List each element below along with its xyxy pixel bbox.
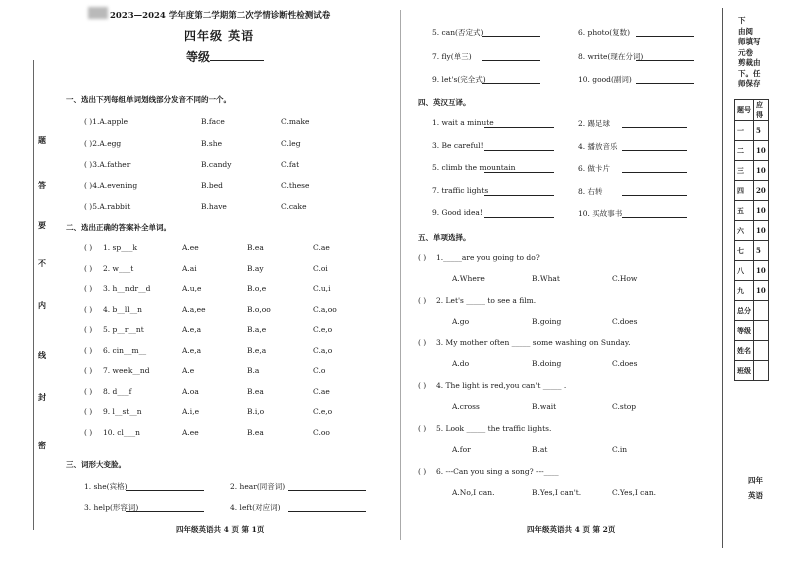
word-form-item: 9. let's(完全式) xyxy=(432,75,486,84)
exam-title: 2023—2024 学年度第二学期第二次学情诊断性检测试卷 xyxy=(110,11,331,21)
question-option-a: A.ee xyxy=(182,243,199,252)
seal-char: 密 xyxy=(38,440,46,450)
answer-blank[interactable] xyxy=(622,195,687,196)
question-option-a: A.do xyxy=(452,359,470,368)
question-stem: 3. My mother often _____ some washing on Sunday. xyxy=(436,338,631,347)
score-row-label: 等级 xyxy=(735,321,754,341)
score-row-label: 七 xyxy=(735,241,754,261)
question-option-a: A.a,ee xyxy=(182,304,206,314)
question-option-c: C.e,o xyxy=(313,325,333,334)
translation-item: 5. climb the mountain xyxy=(432,163,516,172)
translation-item: 2. 踢足球 xyxy=(578,119,611,128)
answer-paren[interactable]: ( ) xyxy=(84,284,93,293)
seal-char: 答 xyxy=(38,180,46,190)
side-bottom-line: 英语 xyxy=(748,491,763,500)
score-row-value: 5 xyxy=(754,121,769,141)
question-option-c: C.oo xyxy=(313,427,330,437)
score-row xyxy=(735,161,769,181)
score-table xyxy=(734,99,769,381)
question-option-a: A.e xyxy=(182,366,195,375)
word-fragment: 8. d___f xyxy=(103,386,132,396)
question-option-b: B.o,oo xyxy=(247,304,271,314)
word-form-item: 2. hear(同音词) xyxy=(230,482,286,491)
translation-item: 1. wait a minute xyxy=(432,118,494,127)
translation-item: 4. 播放音乐 xyxy=(578,141,618,151)
word-form-item: 8. write(现在分词) xyxy=(578,51,644,61)
translation-item: 9. Good idea! xyxy=(432,208,483,217)
side-bottom-line: 四年 xyxy=(748,476,763,485)
question-option-b: B.she xyxy=(201,139,223,148)
question-option-a: A.u,e xyxy=(182,284,202,293)
side-instruction-line: 下 xyxy=(738,16,746,25)
answer-blank[interactable] xyxy=(482,83,540,84)
question-option-a: ( )2.A.egg xyxy=(84,139,122,148)
answer-paren[interactable]: ( ) xyxy=(418,467,427,476)
answer-blank[interactable] xyxy=(126,511,204,512)
score-row-label: 姓名 xyxy=(735,341,754,361)
score-row-value: 10 xyxy=(754,161,769,181)
score-row xyxy=(735,361,769,381)
question-stem: 4. The light is red,you can't _____ . xyxy=(436,381,567,390)
score-row-value: 10 xyxy=(754,261,769,281)
answer-blank[interactable] xyxy=(636,60,694,61)
answer-paren[interactable]: ( ) xyxy=(84,366,93,375)
question-option-a: ( )4.A.evening xyxy=(84,181,138,190)
score-row-value: 10 xyxy=(754,221,769,241)
side-instruction-line: 师保存 xyxy=(738,79,761,88)
question-option-b: B.a xyxy=(247,366,260,375)
answer-paren[interactable]: ( ) xyxy=(418,424,427,433)
seal-char: 题 xyxy=(38,135,46,145)
question-option-c: C.e,o xyxy=(313,407,333,416)
side-instruction-line: 由阅 xyxy=(738,26,753,36)
score-row-value: 5 xyxy=(754,241,769,261)
translation-item: 3. Be careful! xyxy=(432,140,484,150)
grade-label: 等级 xyxy=(186,50,211,64)
answer-blank[interactable] xyxy=(484,127,554,128)
score-row-value xyxy=(754,301,769,321)
answer-blank[interactable] xyxy=(484,195,554,196)
question-option-c: C.Yes,I can. xyxy=(612,488,657,497)
side-instruction-line: 师填写 xyxy=(738,37,761,46)
section4-heading: 四、英汉互译。 xyxy=(418,98,471,107)
section2-heading: 二、选出正确的答案补全单词。 xyxy=(66,223,171,232)
word-form-item: 5. can(否定式) xyxy=(432,28,484,37)
question-option-b: B.going xyxy=(532,317,562,326)
grade-row xyxy=(186,48,264,65)
word-form-item: 6. photo(复数) xyxy=(578,28,631,37)
score-row xyxy=(735,281,769,301)
seal-char: 不 xyxy=(38,258,46,268)
translation-item: 6. 做卡片 xyxy=(578,164,611,173)
word-fragment: 2. w___t xyxy=(103,263,134,273)
score-row-value: 应得 xyxy=(754,100,769,121)
question-option-c: C.u,i xyxy=(313,284,331,293)
page3-edge xyxy=(722,8,723,548)
translation-item: 7. traffic lights xyxy=(432,185,489,195)
score-row-label: 班级 xyxy=(735,361,754,381)
question-option-a: A.ai xyxy=(182,263,197,273)
answer-paren[interactable]: ( ) xyxy=(418,338,427,347)
score-row-label: 九 xyxy=(735,281,754,301)
score-row xyxy=(735,301,769,321)
question-option-b: B.i,o xyxy=(247,407,265,416)
page-divider xyxy=(400,10,401,540)
score-row-label: 三 xyxy=(735,161,754,181)
answer-blank[interactable] xyxy=(484,217,554,218)
answer-paren[interactable]: ( ) xyxy=(84,345,93,355)
question-option-c: C.cake xyxy=(281,202,307,211)
question-option-a: A.e,a xyxy=(182,345,202,355)
question-option-b: B.face xyxy=(201,117,225,126)
question-option-b: B.candy xyxy=(201,160,232,169)
score-row xyxy=(735,241,769,261)
answer-paren[interactable]: ( ) xyxy=(84,325,93,334)
section5-heading: 五、单项选择。 xyxy=(418,233,471,242)
question-option-a: A.ee xyxy=(182,427,199,437)
question-option-a: A.e,a xyxy=(182,325,202,334)
word-fragment: 5. p__r__nt xyxy=(103,325,144,334)
question-option-a: A.cross xyxy=(452,402,480,411)
score-row-label: 五 xyxy=(735,201,754,221)
question-option-b: B.ea xyxy=(247,427,264,437)
question-option-c: C.a,o xyxy=(313,345,333,355)
score-row xyxy=(735,181,769,201)
word-fragment: 3. h__ndr__d xyxy=(103,284,151,293)
question-option-a: A.No,I can. xyxy=(452,488,495,497)
word-fragment: 7. week__nd xyxy=(103,366,150,375)
section1-heading: 一、选出下列每组单词划线部分发音不同的一个。 xyxy=(66,95,231,104)
question-option-a: ( )5.A.rabbit xyxy=(84,202,131,211)
question-option-b: B.ea xyxy=(247,386,264,396)
question-option-c: C.does xyxy=(612,317,638,326)
score-row-label: 一 xyxy=(735,121,754,141)
question-option-b: B.have xyxy=(201,202,227,211)
question-option-b: B.ea xyxy=(247,243,264,252)
side-instruction-line: 剪裁由 xyxy=(738,58,761,67)
answer-blank[interactable] xyxy=(622,217,687,218)
score-row-value xyxy=(754,321,769,341)
answer-blank[interactable] xyxy=(288,490,366,491)
answer-blank[interactable] xyxy=(622,172,687,173)
question-option-a: A.i,e xyxy=(182,407,200,416)
seal-char: 内 xyxy=(38,300,46,310)
redacted-mark xyxy=(88,7,108,19)
score-row xyxy=(735,201,769,221)
answer-blank[interactable] xyxy=(636,83,694,84)
question-option-c: C.a,oo xyxy=(313,304,337,314)
word-form-item: 4. left(对应词) xyxy=(230,503,281,512)
score-row xyxy=(735,121,769,141)
question-option-b: B.doing xyxy=(532,359,562,368)
question-option-c: C.How xyxy=(612,274,638,283)
seal-char: 线 xyxy=(38,350,46,360)
word-fragment: 4. b__ll__n xyxy=(103,304,142,314)
question-option-a: A.oa xyxy=(182,386,199,396)
answer-paren[interactable]: ( ) xyxy=(418,381,427,390)
score-row-label: 题号 xyxy=(735,100,754,121)
score-row-label: 二 xyxy=(735,141,754,161)
score-row xyxy=(735,100,769,121)
grade-blank[interactable] xyxy=(210,48,264,61)
score-row-label: 四 xyxy=(735,181,754,201)
page2-footer: 四年级英语共 4 页 第 2页 xyxy=(527,525,616,534)
question-option-a: A.for xyxy=(452,445,471,454)
answer-paren[interactable]: ( ) xyxy=(84,407,93,416)
question-option-b: B.ay xyxy=(247,263,264,273)
question-option-c: C.make xyxy=(281,117,310,126)
side-instruction-line: 下。任 xyxy=(738,68,761,78)
score-row xyxy=(735,141,769,161)
answer-paren[interactable]: ( ) xyxy=(84,386,93,396)
question-option-b: B.Yes,I can't. xyxy=(532,488,582,497)
question-option-c: C.in xyxy=(612,445,628,454)
score-row-label: 八 xyxy=(735,261,754,281)
seal-char: 要 xyxy=(38,220,46,230)
question-option-c: C.ae xyxy=(313,243,330,252)
question-stem: 6. ---Can you sing a song? ---____ xyxy=(436,467,559,476)
score-row-label: 六 xyxy=(735,221,754,241)
answer-paren[interactable]: ( ) xyxy=(84,243,93,252)
answer-blank[interactable] xyxy=(484,150,554,151)
side-instruction-line: 元卷 xyxy=(738,47,753,57)
question-option-c: C.stop xyxy=(612,402,637,411)
page1-footer: 四年级英语共 4 页 第 1页 xyxy=(176,525,265,534)
score-row-value: 10 xyxy=(754,281,769,301)
word-form-item: 10. good(副词) xyxy=(578,75,632,84)
binding-line xyxy=(33,60,34,530)
answer-blank[interactable] xyxy=(482,36,540,37)
answer-blank[interactable] xyxy=(482,60,540,61)
score-row-value xyxy=(754,361,769,381)
question-stem: 2. Let's _____ to see a film. xyxy=(436,296,537,305)
answer-blank[interactable] xyxy=(126,490,204,491)
exam-subject: 四年级 英语 xyxy=(184,29,255,43)
question-option-c: C.leg xyxy=(281,139,301,148)
score-row-value: 10 xyxy=(754,141,769,161)
score-row xyxy=(735,341,769,361)
question-stem: 5. Look _____ the traffic lights. xyxy=(436,424,552,433)
score-row xyxy=(735,221,769,241)
answer-paren[interactable]: ( ) xyxy=(418,296,427,305)
answer-paren[interactable]: ( ) xyxy=(84,304,93,314)
word-form-item: 7. fly(单三) xyxy=(432,51,472,61)
score-row-value: 10 xyxy=(754,201,769,221)
question-option-b: B.e,a xyxy=(247,345,267,355)
question-option-b: B.a,e xyxy=(247,325,267,334)
score-row-value xyxy=(754,341,769,361)
word-fragment: 9. l__st__n xyxy=(103,407,142,416)
question-option-c: C.these xyxy=(281,181,310,190)
answer-blank[interactable] xyxy=(288,511,366,512)
question-stem: 1._____are you going to do? xyxy=(436,253,540,262)
question-option-c: C.does xyxy=(612,359,638,368)
translation-item: 8. 右转 xyxy=(578,186,603,196)
question-option-b: B.bed xyxy=(201,181,223,190)
score-row xyxy=(735,261,769,281)
word-fragment: 1. sp___k xyxy=(103,243,137,252)
answer-blank[interactable] xyxy=(622,127,687,128)
answer-paren[interactable]: ( ) xyxy=(84,427,93,437)
answer-paren[interactable]: ( ) xyxy=(418,253,427,262)
question-option-a: ( )1.A.apple xyxy=(84,117,129,126)
answer-paren[interactable]: ( ) xyxy=(84,263,93,273)
score-row-value: 20 xyxy=(754,181,769,201)
section3-heading: 三、词形大变脸。 xyxy=(66,460,126,469)
score-row xyxy=(735,321,769,341)
answer-blank[interactable] xyxy=(622,150,687,151)
question-option-c: C.oi xyxy=(313,263,328,273)
question-option-a: A.go xyxy=(452,317,470,326)
question-option-b: B.What xyxy=(532,274,560,283)
score-row-label: 总分 xyxy=(735,301,754,321)
word-form-item: 3. help(形容词) xyxy=(84,503,139,512)
question-option-a: A.Where xyxy=(452,274,485,283)
word-form-item: 1. she(宾格) xyxy=(84,482,128,491)
question-option-b: B.at xyxy=(532,445,548,454)
answer-blank[interactable] xyxy=(484,172,554,173)
question-option-b: B.wait xyxy=(532,402,557,411)
word-fragment: 6. cin__m__ xyxy=(103,345,147,355)
question-option-a: ( )3.A.father xyxy=(84,160,131,169)
seal-char: 封 xyxy=(38,392,46,402)
translation-item: 10. 买故事书 xyxy=(578,209,623,218)
question-option-b: B.o,e xyxy=(247,284,267,293)
question-option-c: C.fat xyxy=(281,160,300,169)
question-option-c: C.ae xyxy=(313,386,330,396)
question-option-c: C.o xyxy=(313,366,326,375)
word-fragment: 10. cl___n xyxy=(103,427,140,437)
answer-blank[interactable] xyxy=(636,36,694,37)
